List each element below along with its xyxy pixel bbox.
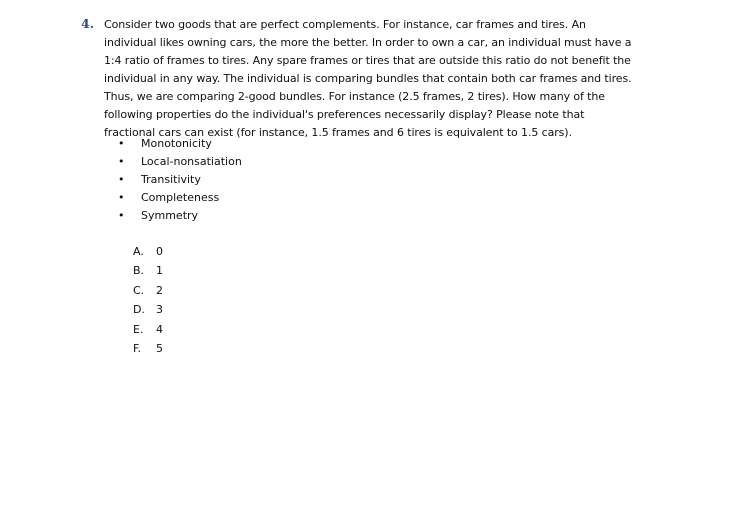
answer-option-e — [133, 320, 163, 339]
property-item — [118, 207, 242, 225]
property-label: Local-nonsatiation — [141, 155, 242, 168]
property-item — [118, 171, 242, 189]
properties-list — [118, 135, 242, 225]
bullet-icon: • — [118, 155, 125, 168]
question-text-line: individual likes owning cars, the more the better. In order to own a car, an individual must have a — [104, 36, 632, 49]
answer-options — [133, 242, 163, 358]
bullet-icon: • — [118, 191, 125, 204]
property-label: Symmetry — [141, 209, 199, 222]
question-text-line: following properties do the individual's preferences necessarily display? Please note that — [104, 108, 585, 121]
question-text-line: fractional cars can exist (for instance, 1.5 frames and 6 tires is equivalent to 1.5 cars). — [104, 126, 572, 139]
option-value: 2 — [156, 283, 163, 297]
question-text-line: Consider two goods that are perfect complements. For instance, car frames and tires. An — [104, 18, 586, 31]
option-letter: E. — [133, 322, 144, 336]
option-letter: B. — [133, 264, 145, 278]
answer-option-d — [133, 300, 163, 319]
bullet-icon: • — [118, 209, 125, 222]
option-value: 5 — [156, 341, 163, 355]
option-value: 0 — [156, 245, 163, 258]
property-item — [118, 153, 242, 171]
question-number: 4. — [81, 16, 95, 31]
answer-option-b — [133, 261, 163, 280]
option-value: 4 — [156, 322, 163, 336]
option-letter: D. — [133, 303, 145, 317]
bullet-icon: • — [118, 173, 125, 186]
option-value: 3 — [156, 303, 163, 317]
option-value: 1 — [156, 264, 163, 278]
answer-option-c — [133, 281, 163, 300]
property-item — [118, 189, 242, 207]
question-text — [104, 16, 679, 142]
property-label: Monotonicity — [141, 137, 212, 150]
option-letter: A. — [133, 245, 144, 258]
question-text-line: 1:4 ratio of frames to tires. Any spare frames or tires that are outside this ratio do not benefit the — [104, 54, 631, 67]
question-text-line: individual in any way. The individual is comparing bundles that contain both car frames and tires. — [104, 72, 632, 85]
property-item — [118, 135, 242, 153]
bullet-icon: • — [118, 137, 125, 150]
answer-option-f — [133, 339, 163, 358]
option-letter: C. — [133, 283, 145, 297]
option-letter: F. — [133, 341, 142, 355]
question-text-line: Thus, we are comparing 2-good bundles. For instance (2.5 frames, 2 tires). How many of the — [104, 90, 605, 103]
answer-option-a — [133, 242, 163, 261]
property-label: Completeness — [141, 191, 220, 204]
property-label: Transitivity — [141, 173, 201, 186]
